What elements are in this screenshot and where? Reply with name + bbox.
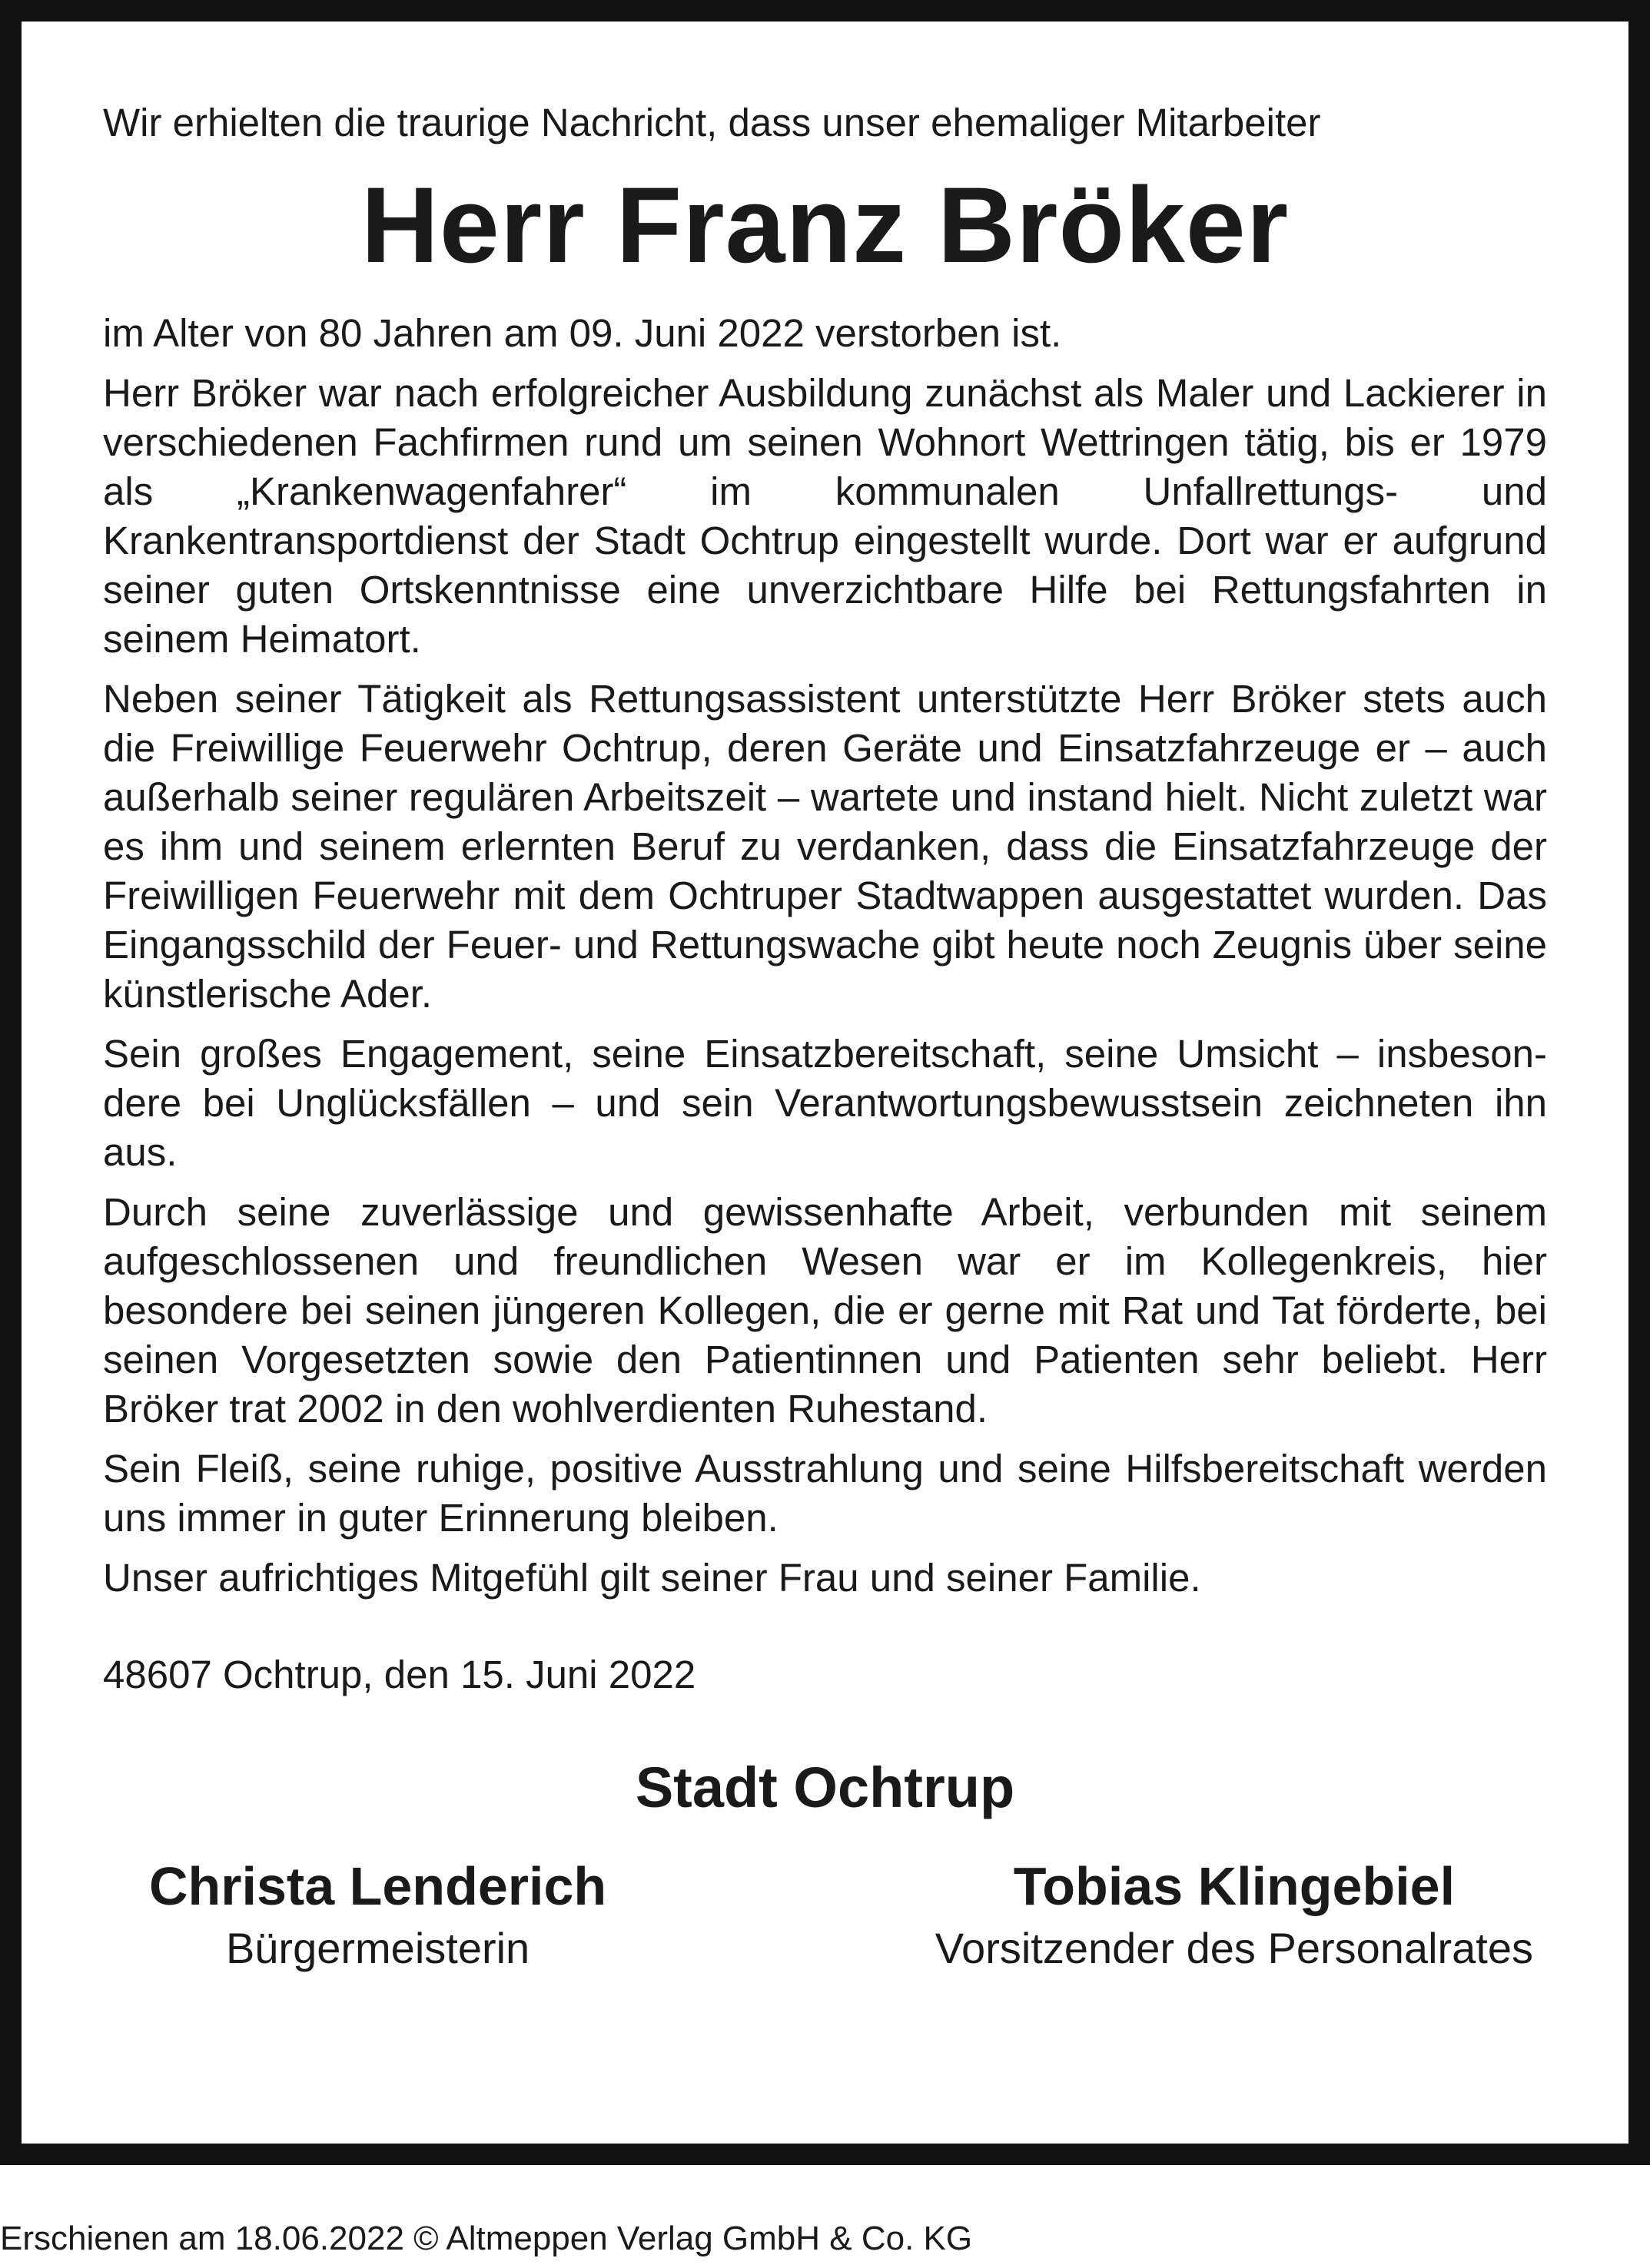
paragraph-condolence: Unser aufrichtiges Mitgefühl gilt seiner Frau und seiner Familie. — [103, 1556, 1201, 1600]
signer-staff-council — [935, 1855, 1533, 1976]
age-line: im Alter von 80 Jahren am 09. Juni 2022 verstorben ist. — [103, 311, 1062, 355]
publication-footer: Erschienen am 18.06.2022 © Altmeppen Verlag GmbH & Co. KG — [0, 2220, 973, 2257]
signer-mayor — [149, 1855, 606, 1976]
signer-name: Tobias Klingebiel — [1013, 1856, 1456, 1916]
paragraph-engagement: Sein großes Engagement, seine Einsatzbereitschaft, seine Umsicht – insbesondere bei Unglücksfällen – und sein Verantwortungsbewusstsein zeichneten ihn aus. — [103, 1032, 1547, 1174]
deceased-name: Herr Franz Bröker — [360, 164, 1290, 285]
signer-role: Bürgermeisterin — [225, 1924, 530, 1972]
signer-role: Vorsitzender des Personalrates — [935, 1924, 1533, 1972]
place-date: 48607 Ochtrup, den 15. Juni 2022 — [103, 1653, 696, 1696]
signer-name: Christa Lenderich — [149, 1856, 607, 1916]
obituary-content — [103, 98, 1547, 1976]
paragraph-colleagues: Durch seine zuverlässige und gewissenhafte Arbeit, verbunden mit seinem aufgeschlossenen und freundlichen Wesen war er im Kollegenkreis, hier besondere bei seinen jüngeren Kollegen, die er gerne mit Rat und Tat förderte, bei seinen Vorgesetzten sowie den Patientinnen und Patienten sehr beliebt. Herr Bröker trat 2002 in den wohlverdienten Ruhestand. — [103, 1190, 1547, 1431]
paragraph-fire-brigade: Neben seiner Tätigkeit als Rettungsassistent unterstützte Herr Bröker stets auch die Freiwillige Feuerwehr Ochtrup, deren Geräte und Einsatzfahrzeuge er – auch außerhalb seiner regulären Arbeitszeit – wartete und instand hielt. Nicht zuletzt war es ihm und seinem erlernten Beruf zu verdanken, dass die Einsatzfahrzeuge der Freiwilligen Feuerwehr mit dem Ochtruper Stadtwappen ausgestattet wurden. Das Eingangsschild der Feuer- und Rettungswache gibt heute noch Zeugnis über seine künstlerische Ader. — [103, 677, 1547, 1016]
paragraph-memory: Sein Fleiß, seine ruhige, positive Ausstrahlung und seine Hilfsbereitschaft werden uns immer in guter Erinnerung bleiben. — [103, 1447, 1547, 1540]
intro-text: Wir erhielten die traurige Nachricht, dass unser ehemaliger Mitarbeiter — [103, 101, 1321, 144]
paragraph-career: Herr Bröker war nach erfolgreicher Ausbildung zunächst als Maler und Lackierer in verschiedenen Fachfirmen rund um seinen Wohnort Wettringen tätig, bis er 1979 als „Krankenwagenfahrer“ im kommunalen Unfallrettungs- und Krankentransportdienst der Stadt Ochtrup eingestellt wurde. Dort war er aufgrund seiner guten Ortskenntnisse eine unverzichtbare Hilfe bei Rettungsfahrten in seinem Heimatort. — [103, 371, 1547, 661]
organization-name: Stadt Ochtrup — [635, 1756, 1015, 1819]
signers — [103, 1855, 1547, 1976]
